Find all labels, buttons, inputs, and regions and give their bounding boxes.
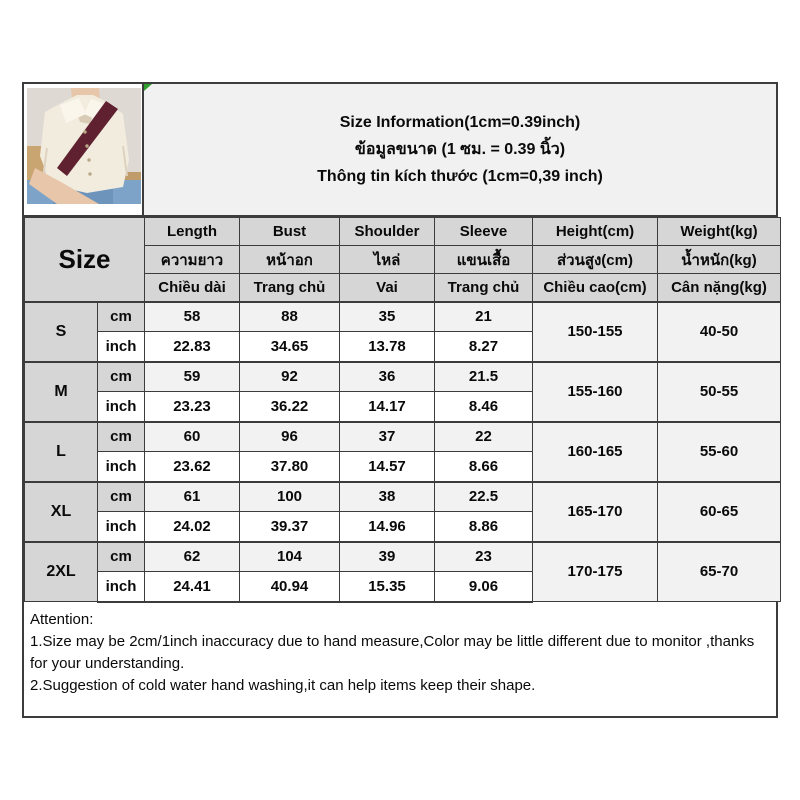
attention-heading: Attention:: [30, 610, 94, 628]
value-cell: 23: [435, 542, 533, 572]
col-header-height-th: ส่วนสูง(cm): [533, 246, 658, 274]
unit-label-cm: cm: [98, 482, 145, 512]
col-header-shoulder-th: ไหล่: [340, 246, 435, 274]
weight-range-cell: 60-65: [658, 482, 781, 542]
value-cell: 100: [240, 482, 340, 512]
col-header-weight-th: น้ำหนัก(kg): [658, 246, 781, 274]
value-cell: 21.5: [435, 362, 533, 392]
col-header-height-en: Height(cm): [533, 218, 658, 246]
size-label: L: [25, 422, 98, 482]
value-cell: 96: [240, 422, 340, 452]
size-label: S: [25, 302, 98, 362]
height-range-cell: 160-165: [533, 422, 658, 482]
col-header-weight-vi: Cân nặng(kg): [658, 274, 781, 302]
weight-range-cell: 40-50: [658, 302, 781, 362]
value-cell: 37.80: [240, 452, 340, 482]
col-header-weight-en: Weight(kg): [658, 218, 781, 246]
col-header-length-en: Length: [145, 218, 240, 246]
size-label: 2XL: [25, 542, 98, 602]
value-cell: 8.46: [435, 392, 533, 422]
size-table: [24, 217, 781, 603]
value-cell: 39.37: [240, 512, 340, 542]
value-cell: 22.5: [435, 482, 533, 512]
table-row-2xl-cm: [25, 542, 781, 572]
value-cell: 22: [435, 422, 533, 452]
size-chart-sheet: [22, 82, 778, 718]
title-thai: ข้อมูลขนาด (1 ซม. = 0.39 นิ้ว): [354, 140, 566, 158]
col-header-bust-vi: Trang chủ: [240, 274, 340, 302]
unit-label-inch: inch: [98, 512, 145, 542]
title-english: Size Information(1cm=0.39inch): [339, 113, 581, 131]
product-photo-cell: [24, 84, 144, 215]
value-cell: 14.57: [340, 452, 435, 482]
weight-range-cell: 55-60: [658, 422, 781, 482]
height-range-cell: 150-155: [533, 302, 658, 362]
value-cell: 14.96: [340, 512, 435, 542]
value-cell: 36.22: [240, 392, 340, 422]
unit-label-cm: cm: [98, 302, 145, 332]
value-cell: 8.66: [435, 452, 533, 482]
unit-label-cm: cm: [98, 362, 145, 392]
product-photo: [27, 88, 141, 204]
value-cell: 88: [240, 302, 340, 332]
height-range-cell: 165-170: [533, 482, 658, 542]
value-cell: 24.02: [145, 512, 240, 542]
value-cell: 35: [340, 302, 435, 332]
col-header-shoulder-vi: Vai: [340, 274, 435, 302]
size-label: XL: [25, 482, 98, 542]
value-cell: 36: [340, 362, 435, 392]
size-corner-header: Size: [25, 218, 145, 302]
value-cell: 37: [340, 422, 435, 452]
col-header-bust-th: หน้าอก: [240, 246, 340, 274]
weight-range-cell: 50-55: [658, 362, 781, 422]
value-cell: 61: [145, 482, 240, 512]
weight-range-cell: 65-70: [658, 542, 781, 602]
col-header-sleeve-th: แขนเสื้อ: [435, 246, 533, 274]
attention-note-1: 1.Size may be 2cm/1inch inaccuracy due to hand measure,Color may be little different due to monitor ,thanks for your understanding.: [30, 632, 755, 672]
height-range-cell: 170-175: [533, 542, 658, 602]
table-row-xl-cm: [25, 482, 781, 512]
table-row-m-cm: [25, 362, 781, 392]
value-cell: 34.65: [240, 332, 340, 362]
value-cell: 21: [435, 302, 533, 332]
value-cell: 8.27: [435, 332, 533, 362]
col-header-length-vi: Chiều dài: [145, 274, 240, 302]
value-cell: 60: [145, 422, 240, 452]
table-row-s-cm: [25, 302, 781, 332]
height-range-cell: 155-160: [533, 362, 658, 422]
unit-label-cm: cm: [98, 422, 145, 452]
unit-label-inch: inch: [98, 392, 145, 422]
table-row-l-cm: [25, 422, 781, 452]
unit-label-cm: cm: [98, 542, 145, 572]
cell-comment-marker-icon: [144, 84, 152, 91]
attention-section: [24, 603, 776, 717]
value-cell: 62: [145, 542, 240, 572]
col-header-sleeve-en: Sleeve: [435, 218, 533, 246]
title-vietnamese: Thông tin kích thước (1cm=0,39 inch): [317, 167, 603, 185]
value-cell: 92: [240, 362, 340, 392]
value-cell: 23.23: [145, 392, 240, 422]
col-header-shoulder-en: Shoulder: [340, 218, 435, 246]
unit-label-inch: inch: [98, 572, 145, 602]
col-header-bust-en: Bust: [240, 218, 340, 246]
value-cell: 24.41: [145, 572, 240, 602]
value-cell: 38: [340, 482, 435, 512]
value-cell: 9.06: [435, 572, 533, 602]
header-band: [24, 84, 776, 217]
unit-label-inch: inch: [98, 452, 145, 482]
value-cell: 59: [145, 362, 240, 392]
value-cell: 8.86: [435, 512, 533, 542]
unit-label-inch: inch: [98, 332, 145, 362]
value-cell: 22.83: [145, 332, 240, 362]
col-header-length-th: ความยาว: [145, 246, 240, 274]
title-cell: [144, 84, 776, 215]
value-cell: 104: [240, 542, 340, 572]
col-header-sleeve-vi: Trang chủ: [435, 274, 533, 302]
attention-note-2: 2.Suggestion of cold water hand washing,it can help items keep their shape.: [30, 676, 536, 694]
value-cell: 23.62: [145, 452, 240, 482]
value-cell: 58: [145, 302, 240, 332]
value-cell: 13.78: [340, 332, 435, 362]
size-label: M: [25, 362, 98, 422]
value-cell: 39: [340, 542, 435, 572]
value-cell: 14.17: [340, 392, 435, 422]
value-cell: 40.94: [240, 572, 340, 602]
col-header-height-vi: Chiều cao(cm): [533, 274, 658, 302]
value-cell: 15.35: [340, 572, 435, 602]
